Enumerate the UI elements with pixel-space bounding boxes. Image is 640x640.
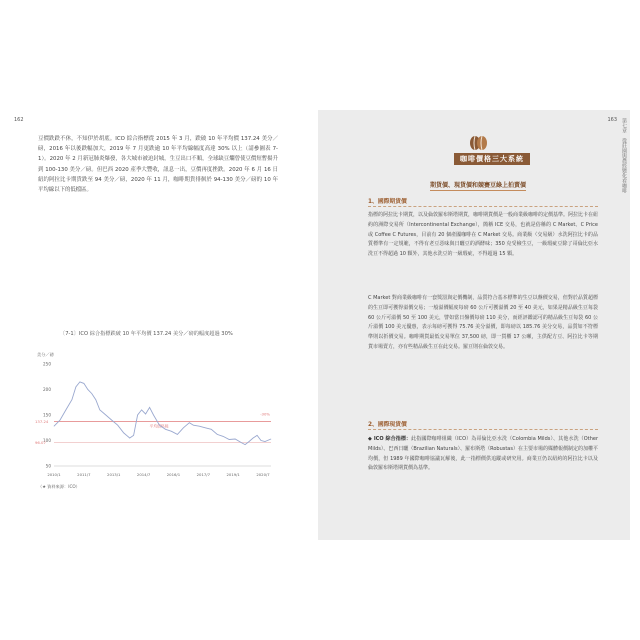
chapter-side-tab: 第七章 從莊園與農經變化看咖啡	[621, 118, 627, 193]
section1-paragraph-1: 指標的阿拉比卡期貨，以及倫敦羅布斯塔期貨，咖啡期貨價是一般商業級咖啡的定價基準。阿拉比卡在紐約的洲際交易所（Intercontinental Exchange），簡稱 ICE 交易，也就是俗稱的 C Market、C Price 或 Coffee C Futures，目前有 20 個產國咖啡在 C Market 交易。商業級（交易級）水洗阿拉比卡的品質標準有一定規範，不得有老豆惡味與日曬豆的酒酵味；350 克受檢生豆，一級瑕疵豆除了哥倫比亞水洗豆不得超過 10 顆外，其他水洗豆的一級瑕疵，不得超過 15 顆。	[368, 212, 599, 258]
ico-price-point	[183, 428, 184, 429]
section1-divider	[368, 206, 598, 207]
x-tick-label: 2016/1	[166, 472, 181, 477]
y-tick-label: 50	[45, 463, 51, 469]
ico-price-point	[145, 414, 146, 415]
ico-price-point	[211, 429, 212, 430]
ico-price-point	[84, 383, 85, 384]
ico-price-point	[153, 415, 154, 416]
ico-price-point	[165, 429, 166, 430]
section2-paragraph	[368, 435, 598, 474]
figure-source-note: （★ 資料來源：ICO）	[38, 484, 80, 489]
ico-price-point	[189, 422, 190, 423]
x-tick-label: 2011/7	[77, 472, 91, 477]
ico-price-point	[137, 415, 138, 416]
ico-price-point	[235, 439, 236, 440]
x-tick-label: 2020/7	[256, 472, 270, 477]
ico-price-point	[253, 438, 254, 439]
y-tick-label: 250	[43, 361, 51, 367]
figure-unit-label: 美分／磅	[37, 352, 54, 357]
y-tick-label: 200	[43, 387, 51, 392]
ico-price-point	[123, 433, 124, 434]
ico-price-point	[96, 399, 97, 400]
ico-price-point	[261, 440, 262, 441]
ico-price-point	[129, 438, 130, 439]
ico-price-point	[133, 435, 134, 436]
x-tick-label: 2013/1	[107, 472, 121, 477]
ico-price-point	[193, 425, 194, 426]
ico-price-point	[205, 428, 206, 429]
section2-text: 此指國際咖啡組織（ICO）為哥倫比亞水洗（Colombia Milds）、其他水洗（Other Milds）、巴西日曬（Brazilian Naturals）、羅布斯塔（Robustas）在主要市場的媒體報價制定的加權平均價，但 1989 年國際咖啡協議瓦解後，此一指標價供追蹤或研究用。商業豆仍以紐約的阿拉比卡以及倫敦羅布斯塔期貨價為基準。	[368, 436, 599, 472]
ico-price-point	[60, 420, 61, 421]
price-chart-svg	[34, 358, 279, 480]
ico-price-point	[80, 382, 81, 383]
ico-price-point	[72, 399, 73, 400]
ico-price-point	[245, 444, 246, 445]
ico-price-point	[92, 393, 93, 394]
ico-price-point	[257, 435, 258, 436]
average-line-annotation: 平均價格線	[149, 423, 169, 429]
average-line-value-label: 137.24	[35, 419, 49, 425]
sub-title: 期貨價、現貨價和競賽豆綠上拍賣價	[430, 182, 527, 189]
coffee-beans-icon	[468, 134, 488, 152]
ico-price-point	[106, 415, 107, 416]
left-page	[10, 110, 312, 540]
ico-price-point	[117, 425, 118, 426]
main-title: 咖啡價格三大系統	[454, 153, 530, 165]
ico-price-point	[100, 410, 101, 411]
section1-heading: 1、國際期貨價	[368, 199, 407, 205]
right-page	[318, 110, 630, 540]
x-tick-label: 2010/1	[47, 472, 61, 477]
ico-price-point	[66, 410, 67, 411]
section2-divider	[368, 429, 598, 430]
ico-price-point	[223, 436, 224, 437]
ico-price-point	[229, 439, 230, 440]
right-page-number: 163	[607, 117, 617, 123]
ico-price-point	[249, 441, 250, 442]
ico-price-point	[54, 426, 55, 427]
x-tick-label: 2017/7	[196, 472, 210, 477]
section2-lead: ◆ ICO 綜合指標：	[368, 436, 412, 442]
figure-title: 〔7-1〕ICO 綜合指標跌破 10 年平均價 137.24 美分／磅的幅度超過 30%	[60, 331, 233, 337]
left-page-number: 162	[14, 117, 24, 123]
low-line-value-label: 96.07	[35, 440, 46, 446]
ico-price-point	[111, 420, 112, 421]
ico-price-point	[271, 439, 272, 440]
price-chart	[34, 358, 279, 480]
x-tick-label: 2014/7	[136, 472, 151, 477]
ico-price-point	[265, 441, 266, 442]
ico-price-point	[88, 389, 89, 390]
left-body-paragraph: 豆價跌跌不休，不知伊於胡底。ICO 綜合指標從 2015 年 3 月，跌破 10 年平均價 137.24 美分／磅，2016 年以後跌幅加大，2019 年 7 月更跌逾 10 年平均線幅度高達 30% 以上（請參圖表 7-1）。2020 年 2 月新冠肺炎爆發，各大城市被迫封城，生豆出口不順，全球缺豆爛曾使豆價短暫揚升到 100-130 美分／磅。但巴西 2020 產季大豐收，訊息一出，豆價再度挫跌。2020 年 6 月 16 日紐約阿拉比卡期貨跌至 94 美分／磅，2020 年 11 月，咖啡期貨徘徊於 94-130 美分／磅的 10 年平均線以下的低檔區。	[38, 136, 278, 194]
y-tick-label: 150	[43, 412, 51, 418]
ico-price-point	[199, 426, 200, 427]
ico-price-point	[159, 425, 160, 426]
y-tick-label: 100	[43, 438, 51, 443]
ico-price-point	[171, 431, 172, 432]
ico-price-point	[149, 407, 150, 408]
ico-price-point	[217, 434, 218, 435]
ico-price-point	[177, 434, 178, 435]
ico-price-point	[76, 387, 77, 388]
section1-paragraph-2: C Market 對商業級咖啡有一套獎罰與定價機制，品質符合基本標準的生豆以盤價交易，但對於品質超標的生豆即可獲得溢價交易；一般溢價幅度每磅 60 公斤可獲溢價 20 至 40 美元，如果是精品級生豆每袋 60 公斤可溢價 50 至 100 美元，譬如當日盤價每磅 110 美分，而經評鑑認可的精品級生豆每袋 60 公斤溢價 100 美元優惠，表示每磅可獲得 75.76 美分溢價，即每磅以 185.76 美分交易，品質如不符標準則以折價交易。咖啡期貨最低交易單位 37,500 磅，即一貨櫃 17 公噸，主供配方豆、阿拉比卡等期貨市場賣方，亦有些精品級生豆在此交易。羅豆則在倫敦交易。	[368, 295, 598, 350]
drop-percent-annotation: -30%	[260, 411, 270, 417]
ico-price-series-line	[54, 382, 271, 445]
ico-price-point	[241, 442, 242, 443]
section2-heading: 2、國際現貨價	[368, 422, 407, 428]
ico-price-point	[141, 410, 142, 411]
x-tick-label: 2019/1	[226, 472, 240, 477]
